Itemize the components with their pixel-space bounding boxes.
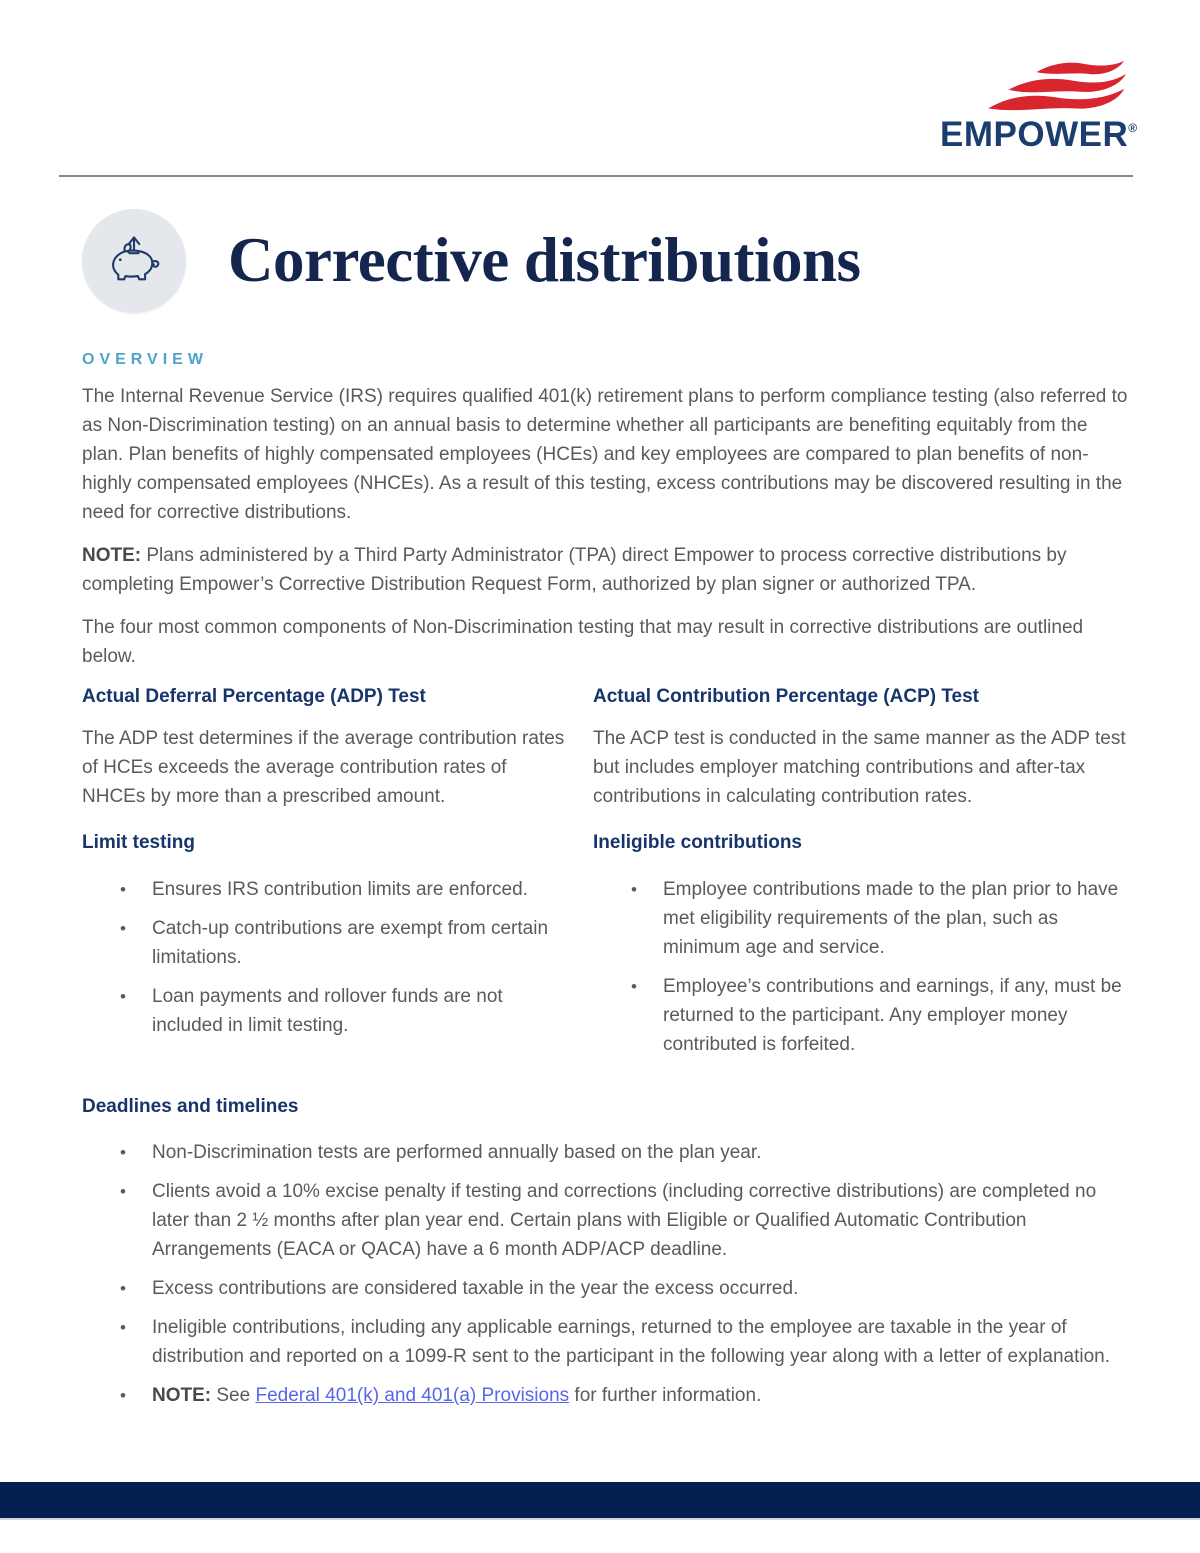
list-item: • Employee contributions made to the plan prior to have met eligibility requirements of the plan, such as minimum age and service. <box>593 875 1130 962</box>
note-tail-text: for further information. <box>569 1385 762 1407</box>
adp-body: The ADP test determines if the average contribution rates of HCEs exceeds the average contribution rates of NHCEs by more than a prescribed amount. <box>82 727 565 807</box>
overview-paragraph: The Internal Revenue Service (IRS) requires qualified 401(k) retirement plans to perform compliance testing (also referred to as Non-Discrimination testing) on an annual basis to determine whether all participants are benefiting equitably from the plan. Plan benefits of highly compensated employees (HCEs) and key employees are compared to plan benefits of non-highly compensated employees (NHCEs). As a result of this testing, excess contributions may be discovered resulting in the need for corrective distributions. <box>82 386 1128 523</box>
two-column-section <box>82 685 1130 1069</box>
list-item: • Non-Discrimination tests are performed annually based on the plan year. <box>82 1138 1130 1167</box>
red-waves-icon <box>982 60 1132 114</box>
federal-provisions-link[interactable]: Federal 401(k) and 401(a) Provisions <box>255 1385 570 1407</box>
note-label: NOTE: <box>82 545 142 566</box>
acp-column <box>593 685 1130 1069</box>
list-item: • Excess contributions are considered taxable in the year the excess occurred. <box>82 1274 1130 1303</box>
list-item: • Loan payments and rollover funds are not included in limit testing. <box>82 982 565 1040</box>
logo-wordmark: EMPOWER® <box>940 115 1138 154</box>
header-divider <box>59 175 1133 177</box>
adp-heading: Actual Deferral Percentage (ADP) Test <box>82 686 426 707</box>
deadlines-heading: Deadlines and timelines <box>82 1095 299 1117</box>
deadlines-list <box>82 1138 1130 1410</box>
note-see-text: See <box>211 1385 256 1407</box>
footer-bar <box>0 1482 1200 1520</box>
title-row <box>82 209 1130 313</box>
note-label: NOTE: <box>152 1385 212 1407</box>
empower-logo <box>940 60 1136 152</box>
limit-testing-list <box>82 875 565 1040</box>
note-paragraph <box>82 541 1130 599</box>
content-area <box>82 209 1130 1420</box>
note-text: Plans administered by a Third Party Administrator (TPA) direct Empower to process corrective distributions by completing Empower’s Corrective Distribution Request Form, authorized by plan signer or authorized TPA. <box>82 545 1072 595</box>
registered-mark: ® <box>1128 121 1138 135</box>
list-item: • Clients avoid a 10% excise penalty if testing and corrections (including corrective distributions) are completed no later than 2 ½ months after plan year end. Certain plans with Eligible or Qualified Automatic Contribution Arrangements (EACA or QACA) have a 6 month ADP/ACP deadline. <box>82 1177 1130 1264</box>
acp-heading: Actual Contribution Percentage (ACP) Test <box>593 686 980 707</box>
ineligible-contributions-heading: Ineligible contributions <box>593 831 802 853</box>
deadlines-section <box>82 1095 1130 1411</box>
adp-column <box>82 685 565 1069</box>
list-item: • Employee’s contributions and earnings, if any, must be returned to the participant. Any employer money contributed is forfeited. <box>593 972 1130 1059</box>
list-item: • Ineligible contributions, including any applicable earnings, returned to the employee are taxable in the year of distribution and reported on a 1099-R sent to the participant in the following year along with a letter of explanation. <box>82 1313 1130 1371</box>
limit-testing-heading: Limit testing <box>82 831 195 853</box>
note-list-item <box>82 1381 1130 1410</box>
page-title: Corrective distributions <box>228 225 861 296</box>
piggy-bank-arrow-icon <box>100 227 168 295</box>
list-item: • Ensures IRS contribution limits are enforced. <box>82 875 565 904</box>
intro-paragraph: The four most common components of Non-Discrimination testing that may result in corrective distributions are outlined below. <box>82 617 1084 667</box>
overview-label: OVERVIEW <box>82 351 208 368</box>
acp-body: The ACP test is conducted in the same manner as the ADP test but includes employer matching contributions and after-tax contributions in calculating contribution rates. <box>593 727 1126 807</box>
ineligible-contributions-list <box>593 875 1130 1059</box>
list-item: • Catch-up contributions are exempt from certain limitations. <box>82 914 565 972</box>
title-icon-circle <box>82 209 186 313</box>
